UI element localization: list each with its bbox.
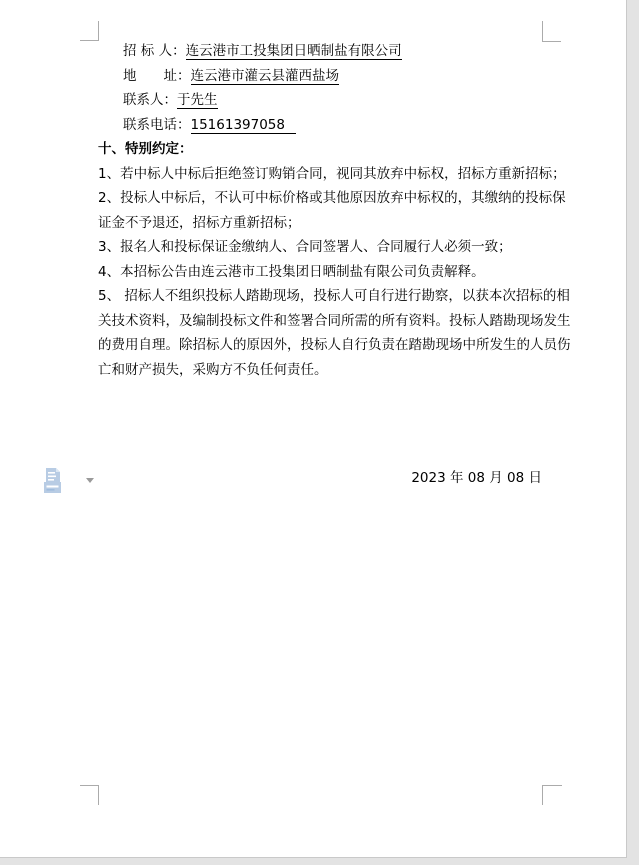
contact-label: 招 标 人： (123, 43, 186, 59)
document-date (98, 466, 542, 491)
clause-line: 关技术资料，及编制投标文件和签署合同所需的所有资料。投标人踏勘现场发生 (98, 312, 571, 329)
text-boundary-mark-top-right (542, 21, 561, 42)
contact-label: 联系人： (123, 92, 177, 108)
clause-line: 亡和财产损失，采购方不负任何责任。 (98, 361, 328, 378)
clause-line: 证金不予退还，招标方重新招标； (98, 214, 301, 231)
special-clauses (98, 162, 571, 383)
text-boundary-mark-bottom-left (80, 785, 99, 805)
contact-value: 于先生 (177, 92, 218, 108)
date-text: 2023 年 08 月 08 日 (411, 470, 542, 486)
contact-value: 连云港市工投集团日晒制盐有限公司 (185, 43, 402, 59)
canvas-gutter-bottom (0, 858, 639, 865)
section-title: 十、特别约定： (98, 141, 193, 157)
contact-line (98, 64, 544, 89)
document-body (98, 39, 571, 382)
clause-line: 3、报名人和投标保证金缴纳人、合同签署人、合同履行人必须一致； (98, 239, 512, 255)
paste-options-button[interactable] (43, 464, 103, 496)
clause-line: 的费用自理。除招标人的原因外，投标人自行负责在踏勘现场中所发生的人员伤 (98, 337, 571, 353)
contact-line (98, 88, 544, 113)
paste-options-icon (43, 467, 64, 494)
text-boundary-mark-top-left (80, 21, 99, 41)
clause-line: 4、本招标公告由连云港市工投集团日晒制盐有限公司负责解释。 (98, 263, 485, 280)
contact-value: 连云港市灌云县灌西盐场 (190, 67, 339, 84)
chevron-down-icon (86, 478, 94, 483)
contact-block (98, 39, 544, 137)
clause-line: 1、若中标人中标后拒绝签订购销合同，视同其放弃中标权，招标方重新招标； (98, 165, 566, 182)
contact-line (98, 39, 544, 64)
contact-label: 联系电话： (123, 116, 191, 133)
text-boundary-mark-bottom-right (542, 785, 562, 805)
canvas-gutter-right (627, 0, 639, 865)
clause-line: 2、投标人中标后，不认可中标价格或其他原因放弃中标权的，其缴纳的投标保 (98, 190, 566, 206)
contact-value: 15161397058 (191, 117, 296, 134)
contact-label: 地 址： (123, 67, 191, 84)
clause-line: 5、 招标人不组织投标人踏勘现场，投标人可自行进行勘察，以获本次招标的相 (98, 288, 570, 304)
contact-line (98, 113, 544, 138)
